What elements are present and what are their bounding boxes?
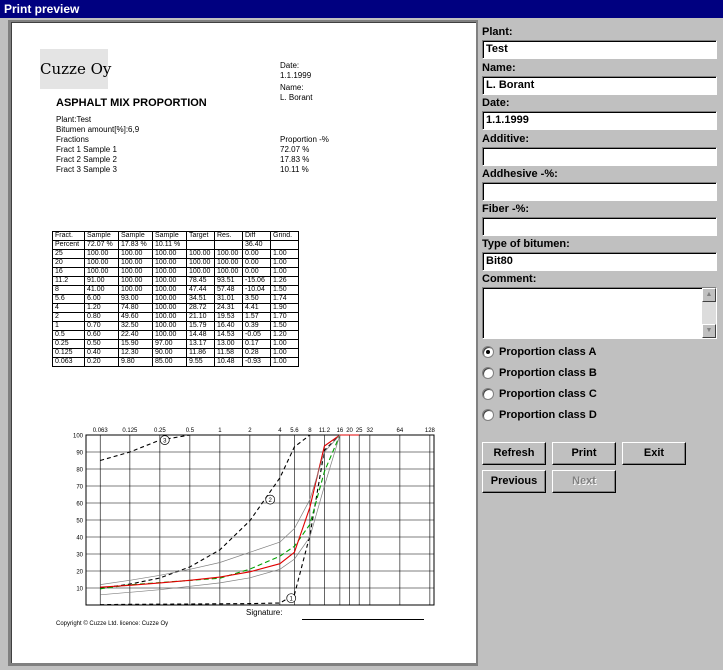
x-tick-label: 0.25 [154,428,166,434]
adhesive-label: Addhesive -%: [482,168,558,180]
company-logo: Cuzze Oy [40,49,108,89]
table-cell: 11.58 [215,349,243,358]
table-cell: 0.60 [85,331,119,340]
table-cell: 16.40 [215,322,243,331]
gradation-table [52,231,299,367]
table-row [53,349,299,358]
table-row [53,340,299,349]
fiber-label: Fiber -%: [482,203,530,215]
table-cell: 72.07 % [85,241,119,250]
x-tick-label: 0.5 [185,428,195,434]
table-cell: 0.00 [243,268,271,277]
radio-label: Proportion class A [499,346,597,358]
y-tick-label: 60 [76,501,83,508]
table-cell: 100.00 [85,259,119,268]
table-cell: Sample [119,232,153,241]
x-tick-label: 8 [308,428,312,434]
table-row [53,250,299,259]
signature-line [302,619,424,620]
table-cell: 15.90 [119,340,153,349]
table-cell: 6.00 [85,295,119,304]
table-cell: 1.70 [271,313,299,322]
x-tick-label: 11.2 [318,428,331,434]
table-cell: 24.31 [215,304,243,313]
table-cell: 78.45 [187,277,215,286]
x-tick-label: 64 [396,428,404,434]
table-row [53,295,299,304]
table-cell: 100.00 [153,250,187,259]
fraction-name: Fract 3 Sample 3 [56,165,117,174]
table-cell: Res. [215,232,243,241]
table-cell: 100.00 [153,313,187,322]
table-cell: 100.00 [215,259,243,268]
table-cell: Grind. [271,232,299,241]
x-tick-label: 32 [366,428,374,434]
table-cell: 3.50 [243,295,271,304]
table-cell: 10.48 [215,358,243,367]
table-cell: 100.00 [187,250,215,259]
fractions-label: Fractions [56,135,89,144]
table-cell: 1.20 [85,304,119,313]
table-cell: 28.72 [187,304,215,313]
table-cell: 100.00 [153,331,187,340]
table-cell: 0.50 [85,340,119,349]
table-cell: 74.80 [119,304,153,313]
table-cell: 21.10 [187,313,215,322]
report-bitumen: Bitumen amount[%]:6,9 [56,125,140,134]
table-cell: 100.00 [85,250,119,259]
table-cell: 0.17 [243,340,271,349]
report-name-value: L. Borant [280,93,313,102]
table-row [53,268,299,277]
table-cell: 0.5 [53,331,85,340]
table-cell: 90.00 [153,349,187,358]
table-cell: 0.25 [53,340,85,349]
table-cell: 93.00 [119,295,153,304]
table-cell: 1.00 [271,349,299,358]
table-cell: 14.53 [215,331,243,340]
table-cell: 1.74 [271,295,299,304]
table-cell: 100.00 [153,286,187,295]
table-cell: 1.57 [243,313,271,322]
exit-button[interactable]: Exit [622,442,686,465]
y-tick-label: 90 [76,450,83,457]
y-tick-label: 10 [76,586,83,593]
table-cell: 20 [53,259,85,268]
table-cell: 100.00 [215,268,243,277]
table-cell: 25 [53,250,85,259]
fraction-name: Fract 1 Sample 1 [56,145,117,154]
refresh-button[interactable]: Refresh [482,442,546,465]
fraction-proportion: 17.83 % [280,155,310,164]
y-tick-label: 80 [76,467,83,474]
table-percent-row [53,241,299,250]
additive-label: Additive: [482,133,530,145]
bitumen-type-field[interactable]: Bit80 [482,252,717,271]
table-cell: 1.00 [271,259,299,268]
table-cell [271,241,299,250]
x-tick-label: 5.6 [290,428,299,434]
x-tick-label: 2 [248,428,252,434]
x-tick-label: 0.125 [122,428,138,434]
y-tick-label: 70 [76,484,83,491]
table-cell: 1.90 [271,304,299,313]
table-row [53,358,299,367]
report-date-value: 1.1.1999 [280,71,312,80]
table-cell: 15.79 [187,322,215,331]
table-cell: 34.51 [187,295,215,304]
bitumen-type-label: Type of bitumen: [482,238,570,250]
table-cell: 0.20 [85,358,119,367]
table-cell: 17.83 % [119,241,153,250]
curve-annotation-label: 3 [163,438,167,445]
gradation-chart [52,403,452,613]
report-plant: Plant:Test [56,115,92,124]
table-cell: 100.00 [153,322,187,331]
table-cell: 1.50 [271,322,299,331]
table-cell: 1.20 [271,331,299,340]
proportion-label: Proportion -% [280,135,329,144]
table-cell: 36.40 [243,241,271,250]
name-label: Name: [482,62,516,74]
table-cell: 0.70 [85,322,119,331]
table-cell: 1.00 [271,250,299,259]
table-cell: 100.00 [187,268,215,277]
x-tick-label: 0.063 [92,428,108,434]
table-cell: 1 [53,322,85,331]
radio-label: Proportion class D [499,409,597,421]
x-tick-label: 20 [346,428,353,434]
table-cell: 5.6 [53,295,85,304]
additive-field[interactable] [482,147,717,166]
table-header-row [53,232,299,241]
table-cell: 9.80 [119,358,153,367]
y-tick-label: 50 [76,518,83,525]
table-cell: 2 [53,313,85,322]
series-line [100,435,359,589]
table-cell: 100.00 [187,259,215,268]
table-row [53,322,299,331]
table-cell: 93.51 [215,277,243,286]
signature-label: Signature: [246,608,283,617]
table-cell: 100.00 [153,268,187,277]
comment-scrollbar[interactable] [702,288,716,338]
table-cell: 4 [53,304,85,313]
table-cell: 100.00 [153,304,187,313]
table-cell: 11.86 [187,349,215,358]
table-cell: 11.2 [53,277,85,286]
next-button[interactable]: Next [552,470,616,493]
table-cell: 100.00 [119,286,153,295]
table-cell: 12.30 [119,349,153,358]
radio-dot-icon[interactable] [482,409,494,421]
plant-label: Plant: [482,26,513,38]
date-label: Date: [482,97,510,109]
radio-label: Proportion class C [499,388,597,400]
radio-label: Proportion class B [499,367,597,379]
table-cell: 1.00 [271,358,299,367]
report-name-label: Name: [280,83,304,92]
table-row [53,313,299,322]
table-cell: Fract. [53,232,85,241]
fraction-proportion: 10.11 % [280,165,309,174]
table-cell: 13.00 [215,340,243,349]
table-cell: 9.55 [187,358,215,367]
table-cell: 10.11 % [153,241,187,250]
table-cell: 13.17 [187,340,215,349]
radio-dot-icon[interactable] [482,388,494,400]
radio-dot-icon[interactable] [482,346,494,358]
x-tick-label: 16 [336,428,344,434]
table-cell: 100.00 [119,250,153,259]
plant-field[interactable]: Test [482,40,717,59]
fiber-field[interactable] [482,217,717,236]
report-heading: ASPHALT MIX PROPORTION [56,97,207,109]
table-cell: 49.60 [119,313,153,322]
print-button[interactable]: Print [552,442,616,465]
series-line [100,435,359,588]
table-cell [215,241,243,250]
table-cell: 22.40 [119,331,153,340]
date-field[interactable]: 1.1.1999 [482,111,717,130]
table-cell: 47.44 [187,286,215,295]
series-line [100,435,359,461]
table-cell: 19.53 [215,313,243,322]
y-tick-label: 20 [76,569,83,576]
proportion-class-radio[interactable] [482,387,597,401]
table-cell: 0.125 [53,349,85,358]
comment-label: Comment: [482,273,537,285]
table-cell: 0.40 [85,349,119,358]
table-cell: 0.00 [243,250,271,259]
table-cell: 8 [53,286,85,295]
comment-textarea[interactable] [482,287,717,339]
table-cell: 97.00 [153,340,187,349]
table-cell: 0.063 [53,358,85,367]
table-cell: 91.00 [85,277,119,286]
table-cell: 41.00 [85,286,119,295]
table-row [53,304,299,313]
previous-button[interactable]: Previous [482,470,546,493]
table-cell: 100.00 [153,295,187,304]
table-cell: 100.00 [153,259,187,268]
table-cell: Sample [85,232,119,241]
table-row [53,259,299,268]
scroll-down-icon[interactable]: ▼ [702,324,716,338]
table-cell: 0.39 [243,322,271,331]
table-cell: 100.00 [119,268,153,277]
y-tick-label: 30 [76,552,83,559]
table-cell: 0.80 [85,313,119,322]
table-cell: Target [187,232,215,241]
table-row [53,286,299,295]
table-cell: 100.00 [119,277,153,286]
x-tick-label: 1 [218,428,222,434]
x-tick-label: 128 [424,428,435,434]
table-cell: Diff [243,232,271,241]
proportion-class-radio[interactable] [482,366,597,380]
table-cell: 0.00 [243,259,271,268]
proportion-class-radio[interactable] [482,408,597,422]
window-title: Print preview [0,0,723,18]
table-cell: 100.00 [119,259,153,268]
table-cell: 100.00 [153,277,187,286]
table-cell: 100.00 [85,268,119,277]
fraction-proportion: 72.07 % [280,145,310,154]
table-cell: Sample [153,232,187,241]
y-tick-label: 100 [72,433,83,440]
table-cell: 1.00 [271,340,299,349]
curve-annotation-label: 1 [289,596,293,603]
copyright-text: Copyright © Cuzze Ltd. licence: Cuzze Oy [56,621,169,627]
table-cell: -0.93 [243,358,271,367]
table-cell: 57.48 [215,286,243,295]
table-cell: 0.28 [243,349,271,358]
table-cell: 4.41 [243,304,271,313]
fraction-name: Fract 2 Sample 2 [56,155,117,164]
table-cell: -10.04 [243,286,271,295]
report-page [11,22,476,663]
x-tick-label: 4 [278,428,282,434]
table-cell: Percent [53,241,85,250]
table-cell: 1.00 [271,268,299,277]
table-cell: 31.01 [215,295,243,304]
proportion-class-radio[interactable] [482,345,596,359]
table-cell: 16 [53,268,85,277]
table-cell: 1.50 [271,286,299,295]
report-date-label: Date: [280,61,300,70]
table-cell: 14.48 [187,331,215,340]
curve-annotation-label: 2 [268,497,272,504]
table-cell [187,241,215,250]
table-row [53,331,299,340]
table-row [53,277,299,286]
radio-dot-icon[interactable] [482,367,494,379]
adhesive-field[interactable] [482,182,717,201]
table-cell: -15.06 [243,277,271,286]
table-cell: 100.00 [215,250,243,259]
table-cell: 1.26 [271,277,299,286]
y-tick-label: 40 [76,535,83,542]
table-cell: 32.50 [119,322,153,331]
scroll-up-icon[interactable]: ▲ [702,288,716,302]
table-cell: -0.05 [243,331,271,340]
name-field[interactable]: L. Borant [482,76,717,95]
series-line [100,435,359,587]
table-cell: 85.00 [153,358,187,367]
x-tick-label: 25 [355,428,363,434]
